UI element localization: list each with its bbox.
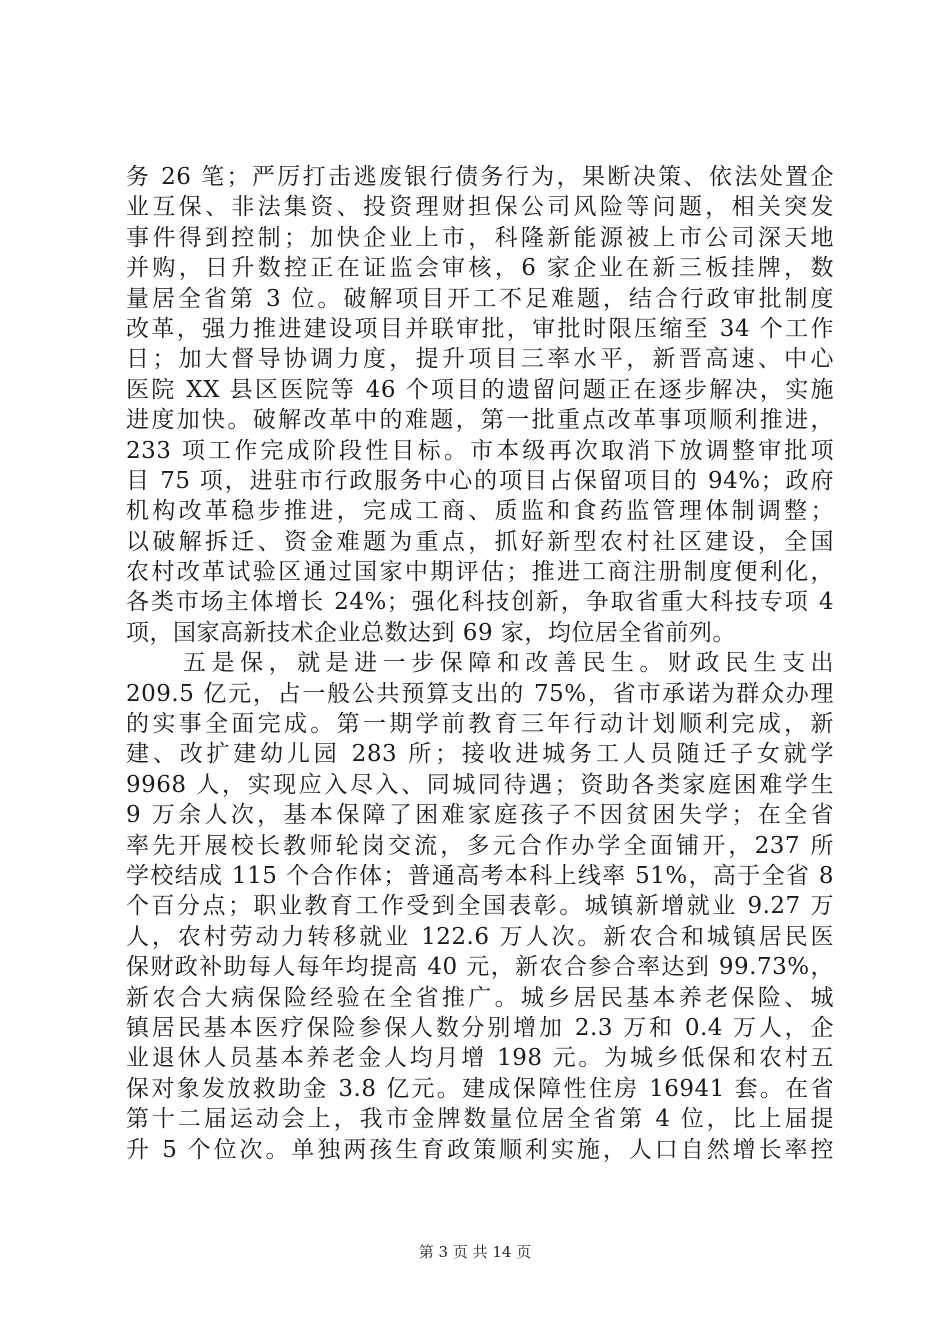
text-line: 233 项工作完成阶段性目标。市本级再次取消下放调整审批项 — [126, 437, 834, 464]
text-line: 并购，日升数控正在证监会审核，6 家企业在新三板挂牌，数 — [126, 255, 834, 282]
text-line: 第十二届运动会上，我市金牌数量位居全省第 4 位，比上届提 — [126, 1106, 834, 1133]
text-line: 五是保，就是进一步保障和改善民生。财政民生支出 — [126, 650, 834, 677]
text-line: 保对象发放救助金 3.8 亿元。建成保障性住房 16941 套。在省 — [126, 1075, 834, 1102]
text-line: 人，农村劳动力转移就业 122.6 万人次。新农合和城镇居民医 — [126, 923, 834, 950]
text-line: 9968 人，实现应入尽入、同城同待遇；资助各类家庭困难学生 — [126, 771, 834, 798]
text-line: 的实事全面完成。第一期学前教育三年行动计划顺利完成，新 — [126, 711, 834, 738]
text-line: 镇居民基本医疗保险参保人数分别增加 2.3 万和 0.4 万人，企 — [126, 1014, 834, 1041]
text-line: 保财政补助每人每年均提高 40 元，新农合参合率达到 99.73%， — [126, 954, 834, 981]
text-line: 升 5 个位次。单独两孩生育政策顺利实施，人口自然增长率控 — [126, 1136, 834, 1163]
text-line: 业退休人员基本养老金人均月增 198 元。为城乡低保和农村五 — [126, 1045, 834, 1072]
page-footer — [0, 1242, 950, 1262]
text-line: 209.5 亿元，占一般公共预算支出的 75%，省市承诺为群众办理 — [126, 680, 834, 707]
text-line: 个百分点；职业教育工作受到全国表彰。城镇新增就业 9.27 万 — [126, 893, 834, 920]
text-line: 以破解拆迁、资金难题为重点，抓好新型农村社区建设，全国 — [126, 528, 834, 555]
text-line: 量居全省第 3 位。破解项目开工不足难题，结合行政审批制度 — [126, 285, 834, 312]
text-line: 9 万余人次，基本保障了困难家庭孩子不因贫困失学；在全省 — [126, 802, 834, 829]
text-line: 率先开展校长教师轮岗交流，多元合作办学全面铺开，237 所 — [126, 832, 834, 859]
text-line: 改革，强力推进建设项目并联审批，审批时限压缩至 34 个工作 — [126, 315, 834, 342]
body-text — [126, 162, 834, 1165]
text-line: 业互保、非法集资、投资理财担保公司风险等问题，相关突发 — [126, 194, 834, 221]
text-line: 项，国家高新技术企业总数达到 69 家，均位居全省前列。 — [126, 619, 736, 646]
text-line: 机构改革稳步推进，完成工商、质监和食药监管理体制调整； — [126, 498, 834, 525]
text-line: 事件得到控制；加快企业上市，科隆新能源被上市公司深天地 — [126, 224, 834, 251]
page-number-label: 第 3 页 共 14 页 — [418, 1243, 532, 1261]
text-line: 农村改革试验区通过国家中期评估；推进工商注册制度便利化， — [126, 559, 834, 586]
text-line: 新农合大病保险经验在全省推广。城乡居民基本养老保险、城 — [126, 984, 834, 1011]
text-line: 目 75 项，进驻市行政服务中心的项目占保留项目的 94%；政府 — [126, 467, 834, 494]
text-line: 各类市场主体增长 24%；强化科技创新，争取省重大科技专项 4 — [126, 589, 834, 616]
text-line: 建、改扩建幼儿园 283 所；接收进城务工人员随迁子女就学 — [126, 741, 834, 768]
text-line: 日；加大督导协调力度，提升项目三率水平，新晋高速、中心 — [126, 346, 834, 373]
text-line: 医院 XX 县区医院等 46 个项目的遗留问题正在逐步解决，实施 — [126, 376, 834, 403]
text-line: 务 26 笔；严厉打击逃废银行债务行为，果断决策、依法处置企 — [126, 164, 834, 190]
text-line: 学校结成 115 个合作体；普通高考本科上线率 51%，高于全省 8 — [126, 862, 834, 889]
text-line: 进度加快。破解改革中的难题，第一批重点改革事项顺利推进， — [126, 407, 834, 434]
